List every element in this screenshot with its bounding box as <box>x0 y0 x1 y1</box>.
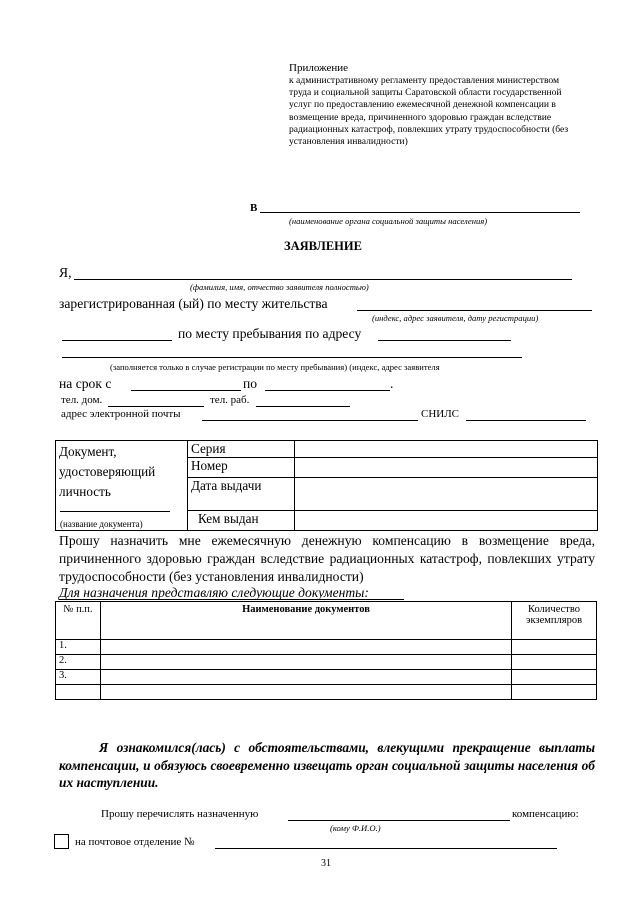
id-field-label: Серия <box>188 441 295 458</box>
id-document-name-field[interactable] <box>60 511 170 512</box>
email-label: адрес электронной почты <box>61 408 181 420</box>
transfer-suffix: компенсацию: <box>512 808 579 820</box>
stay-prefix-field[interactable] <box>62 340 172 341</box>
post-office-label: на почтовое отделение № <box>75 836 195 848</box>
term-to-field[interactable] <box>265 390 390 391</box>
phone-home-label: тел. дом. <box>61 394 103 406</box>
id-field-label: Номер <box>188 458 295 478</box>
transfer-caption: (кому Ф.И.О.) <box>330 823 381 833</box>
applicant-name-field[interactable] <box>74 279 572 280</box>
documents-row-count[interactable] <box>512 655 597 670</box>
documents-row-name[interactable] <box>101 640 512 655</box>
term-to-label: по <box>243 376 258 391</box>
documents-row-name[interactable] <box>101 670 512 685</box>
documents-row-number: 3. <box>56 670 101 685</box>
annex-text: к административному регламенту предоставления министерством труда и социальной защиты Саратовской области государственной услуг по предоставлению ежемесячной денежной компенсации в возмещение вреда, причиненного здоровью граждан вследствие радиационных катастроф, повлекших утрату трудоспособности (без установления инвалидности) <box>289 75 569 148</box>
id-document-title-line: Документ, <box>59 444 117 459</box>
stay-caption: (заполняется только в случае регистрации по месту пребывания) (индекс, адрес заявителя <box>110 362 440 372</box>
post-office-number-field[interactable] <box>215 848 557 849</box>
documents-row-count[interactable] <box>512 670 597 685</box>
post-office-checkbox[interactable] <box>54 834 69 849</box>
snils-field[interactable] <box>466 420 586 421</box>
documents-header-name: Наименование документов <box>101 602 512 640</box>
addressee-field[interactable] <box>260 212 580 213</box>
documents-row-name[interactable] <box>101 655 512 670</box>
documents-row-number: 1. <box>56 640 101 655</box>
registered-caption: (индекс, адрес заявителя, дату регистрации) <box>372 313 539 323</box>
stay-address-field[interactable] <box>378 340 511 341</box>
documents-intro: Для назначения представляю следующие документы: <box>59 585 369 600</box>
applicant-label: Я, <box>59 265 72 280</box>
id-field-label: Кем выдан <box>188 510 295 530</box>
id-field-value[interactable] <box>295 478 598 510</box>
documents-header-number: № п.п. <box>56 602 101 640</box>
id-field-value[interactable] <box>295 510 598 530</box>
documents-row-name[interactable] <box>101 685 512 700</box>
documents-row-number: 2. <box>56 655 101 670</box>
documents-row-count[interactable] <box>512 640 597 655</box>
email-field[interactable] <box>202 420 418 421</box>
stay-address-field-2[interactable] <box>62 357 522 358</box>
page-number: 31 <box>321 858 331 869</box>
registered-label: зарегистрированная (ый) по месту жительства <box>59 296 328 311</box>
id-field-label: Дата выдачи <box>188 478 295 510</box>
id-document-title-line: удостоверяющий <box>59 464 156 479</box>
documents-intro-underline <box>59 599 404 600</box>
transfer-label: Прошу перечислять назначенную <box>101 808 259 820</box>
applicant-caption: (фамилия, имя, отчество заявителя полностью) <box>190 282 369 292</box>
id-document-title-line: личность <box>59 484 111 499</box>
term-from-label: на срок с <box>59 376 112 391</box>
phone-home-field[interactable] <box>108 406 204 407</box>
transfer-recipient-field[interactable] <box>288 820 510 821</box>
documents-header-count: Количество экземпляров <box>512 602 597 640</box>
request-text: Прошу назначить мне ежемесячную денежную компенсацию в возмещение вреда, причиненного здоровью граждан вследствие радиационных катастроф, повлекших утрату трудоспособности (без установления инвалидности) <box>59 533 595 584</box>
id-document-title-cell <box>56 441 188 531</box>
term-end: . <box>390 376 394 391</box>
addressee-prefix: В <box>250 202 258 214</box>
documents-row-number <box>56 685 101 700</box>
id-field-value[interactable] <box>295 441 598 458</box>
id-field-value[interactable] <box>295 458 598 478</box>
annex-title: Приложение <box>289 62 349 74</box>
phone-work-field[interactable] <box>256 406 350 407</box>
id-document-name-caption: (название документа) <box>60 519 143 529</box>
phone-work-label: тел. раб. <box>210 394 250 406</box>
snils-label: СНИЛС <box>421 408 460 420</box>
acknowledgement-text: Я ознакомился(лась) с обстоятельствами, влекущими прекращение выплаты компенсации, и обязуюсь своевременно извещать орган социальной защиты населения об их наступлении. <box>59 740 595 790</box>
documents-table <box>55 601 597 700</box>
page-title: ЗАЯВЛЕНИЕ <box>284 239 362 253</box>
stay-label: по месту пребывания по адресу <box>178 326 362 341</box>
term-from-field[interactable] <box>131 390 241 391</box>
addressee-caption: (наименование органа социальной защиты населения) <box>289 216 488 226</box>
documents-row-count[interactable] <box>512 685 597 700</box>
registered-address-field[interactable] <box>357 310 592 311</box>
id-document-table <box>55 440 598 531</box>
